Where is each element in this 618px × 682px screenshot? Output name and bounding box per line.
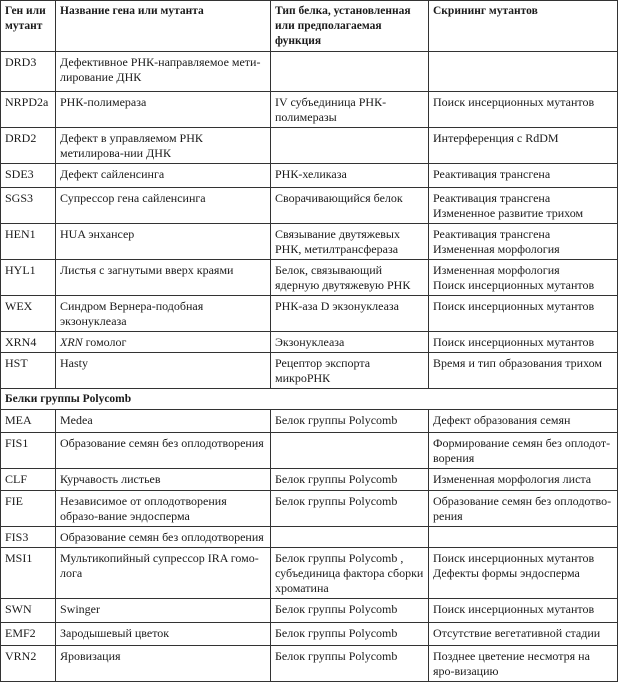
screening-cell: [429, 92, 618, 128]
table-row: [1, 469, 618, 491]
protein-cell: [271, 433, 429, 469]
group-label: Белки группы Polycomb: [1, 389, 618, 410]
screening-line: Формирование семян без оплодот-ворения: [433, 436, 611, 465]
gene-cell: CLF: [1, 469, 56, 491]
name-cell: Образование семян без оплодотворения: [56, 433, 271, 469]
screening-cell: [429, 332, 618, 353]
gene-cell: SGS3: [1, 188, 56, 224]
header-name: Название гена или мутанта: [56, 1, 271, 52]
table-row: [1, 332, 618, 353]
name-cell: Независимое от оплодотворения образо-вание эндосперма: [56, 491, 271, 527]
name-cell: Дефект сайленсинга: [56, 164, 271, 188]
table-row: [1, 623, 618, 646]
screening-line: Измененное развитие трихом: [433, 206, 584, 220]
gene-cell: VRN2: [1, 646, 56, 682]
screening-cell: [429, 599, 618, 623]
screening-cell: [429, 646, 618, 682]
table-row: [1, 548, 618, 599]
protein-cell: Белок группы Polycomb: [271, 491, 429, 527]
gene-cell: DRD2: [1, 128, 56, 164]
name-cell: Medea: [56, 410, 271, 433]
gene-cell: MEA: [1, 410, 56, 433]
screening-cell: [429, 469, 618, 491]
screening-cell: [429, 52, 618, 92]
protein-cell: Белок группы Polycomb: [271, 410, 429, 433]
screening-cell: [429, 164, 618, 188]
gene-cell: FIS1: [1, 433, 56, 469]
header-gene: Ген или мутант: [1, 1, 56, 52]
screening-cell: [429, 410, 618, 433]
table-row: [1, 433, 618, 469]
screening-cell: [429, 128, 618, 164]
table-row: [1, 164, 618, 188]
screening-line: Позднее цветение несмотря на яро-визацию: [433, 649, 590, 678]
screening-line: Поиск инсерционных мутантов: [433, 551, 595, 565]
name-cell: Яровизация: [56, 646, 271, 682]
table-row: [1, 188, 618, 224]
screening-line: Время и тип образования трихом: [433, 356, 602, 370]
screening-line: Реактивация трансгена: [433, 167, 551, 181]
gene-cell: XRN4: [1, 332, 56, 353]
protein-cell: Белок, связывающий ядерную двутяжевую РНК: [271, 260, 429, 296]
protein-cell: Связывание двутяжевых РНК, метилтрансфераза: [271, 224, 429, 260]
gene-cell: FIS3: [1, 527, 56, 548]
header-screening: Скрининг мутантов: [429, 1, 618, 52]
table-row: [1, 599, 618, 623]
screening-cell: [429, 491, 618, 527]
gene-cell: DRD3: [1, 52, 56, 92]
table-row: [1, 410, 618, 433]
gene-cell: HEN1: [1, 224, 56, 260]
name-cell: XRN гомолог: [56, 332, 271, 353]
gene-cell: SWN: [1, 599, 56, 623]
screening-line: Измененная морфология: [433, 263, 560, 277]
screening-line: Отсутствие вегетативной стадии: [433, 626, 601, 640]
name-cell: HUA энхансер: [56, 224, 271, 260]
screening-cell: [429, 353, 618, 389]
gene-cell: WEX: [1, 296, 56, 332]
gene-cell: SDE3: [1, 164, 56, 188]
screening-line: Поиск инсерционных мутантов: [433, 299, 595, 313]
protein-cell: Белок группы Polycomb , субъединица фактора сборки хроматина: [271, 548, 429, 599]
name-cell: Курчавость листьев: [56, 469, 271, 491]
table-row: [1, 128, 618, 164]
table-row: [1, 646, 618, 682]
protein-cell: [271, 52, 429, 92]
screening-cell: [429, 260, 618, 296]
protein-cell: РНК-аза D экзонуклеаза: [271, 296, 429, 332]
protein-cell: [271, 527, 429, 548]
protein-cell: Сворачивающийся белок: [271, 188, 429, 224]
name-cell: Супрессор гена сайленсинга: [56, 188, 271, 224]
name-cell: Дефект в управляемом РНК метилирова-нии ДНК: [56, 128, 271, 164]
screening-line: Поиск инсерционных мутантов: [433, 335, 595, 349]
protein-cell: РНК-хеликаза: [271, 164, 429, 188]
table-row: [1, 527, 618, 548]
screening-line: Реактивация трансгена: [433, 191, 551, 205]
name-cell: Мультикопийный супрессор IRA гомо-лога: [56, 548, 271, 599]
screening-line: Измененная морфология: [433, 242, 560, 256]
header-protein: Тип белка, установленная или предполагаемая функция: [271, 1, 429, 52]
protein-cell: Белок группы Polycomb: [271, 623, 429, 646]
table-row: [1, 296, 618, 332]
name-cell: Swinger: [56, 599, 271, 623]
screening-line: Измененная морфология листа: [433, 472, 592, 486]
protein-cell: Белок группы Polycomb: [271, 599, 429, 623]
screening-cell: [429, 623, 618, 646]
gene-cell: FIE: [1, 491, 56, 527]
table-header-row: [1, 1, 618, 52]
protein-cell: Белок группы Polycomb: [271, 646, 429, 682]
protein-cell: Рецептор экспорта микроРНК: [271, 353, 429, 389]
protein-cell: [271, 128, 429, 164]
table-row: [1, 260, 618, 296]
name-cell: Синдром Вернера-подобная экзонуклеаза: [56, 296, 271, 332]
screening-line: Интерференция с RdDM: [433, 131, 559, 145]
gene-cell: HST: [1, 353, 56, 389]
protein-cell: IV субъединица РНК-полимеразы: [271, 92, 429, 128]
name-cell: Дефективное РНК-направляемое мети-лирование ДНК: [56, 52, 271, 92]
screening-cell: [429, 548, 618, 599]
table-body: [1, 52, 618, 682]
screening-line: Поиск инсерционных мутантов: [433, 278, 595, 292]
screening-cell: [429, 224, 618, 260]
screening-cell: [429, 527, 618, 548]
gene-cell: EMF2: [1, 623, 56, 646]
screening-line: Поиск инсерционных мутантов: [433, 95, 595, 109]
table-row: [1, 491, 618, 527]
screening-line: Реактивация трансгена: [433, 227, 551, 241]
gene-cell: HYL1: [1, 260, 56, 296]
table-row: [1, 52, 618, 92]
gene-cell: MSI1: [1, 548, 56, 599]
screening-cell: [429, 296, 618, 332]
gene-cell: NRPD2a: [1, 92, 56, 128]
name-cell: Листья с загнутыми вверх краями: [56, 260, 271, 296]
screening-line: Поиск инсерционных мутантов: [433, 602, 595, 616]
group-header-row: [1, 389, 618, 410]
name-cell: Образование семян без оплодотворения: [56, 527, 271, 548]
screening-cell: [429, 188, 618, 224]
protein-cell: Белок группы Polycomb: [271, 469, 429, 491]
screening-cell: [429, 433, 618, 469]
gene-italic: XRN: [60, 335, 83, 349]
screening-line: Дефект образования семян: [433, 413, 571, 427]
table-row: [1, 353, 618, 389]
screening-line: Дефекты формы эндосперма: [433, 566, 580, 580]
name-cell: Hasty: [56, 353, 271, 389]
screening-line: Образование семян без оплодотво-рения: [433, 494, 612, 523]
name-cell: РНК-полимераза: [56, 92, 271, 128]
name-cell: Зародышевый цветок: [56, 623, 271, 646]
table-row: [1, 92, 618, 128]
protein-cell: Экзонуклеаза: [271, 332, 429, 353]
table-row: [1, 224, 618, 260]
